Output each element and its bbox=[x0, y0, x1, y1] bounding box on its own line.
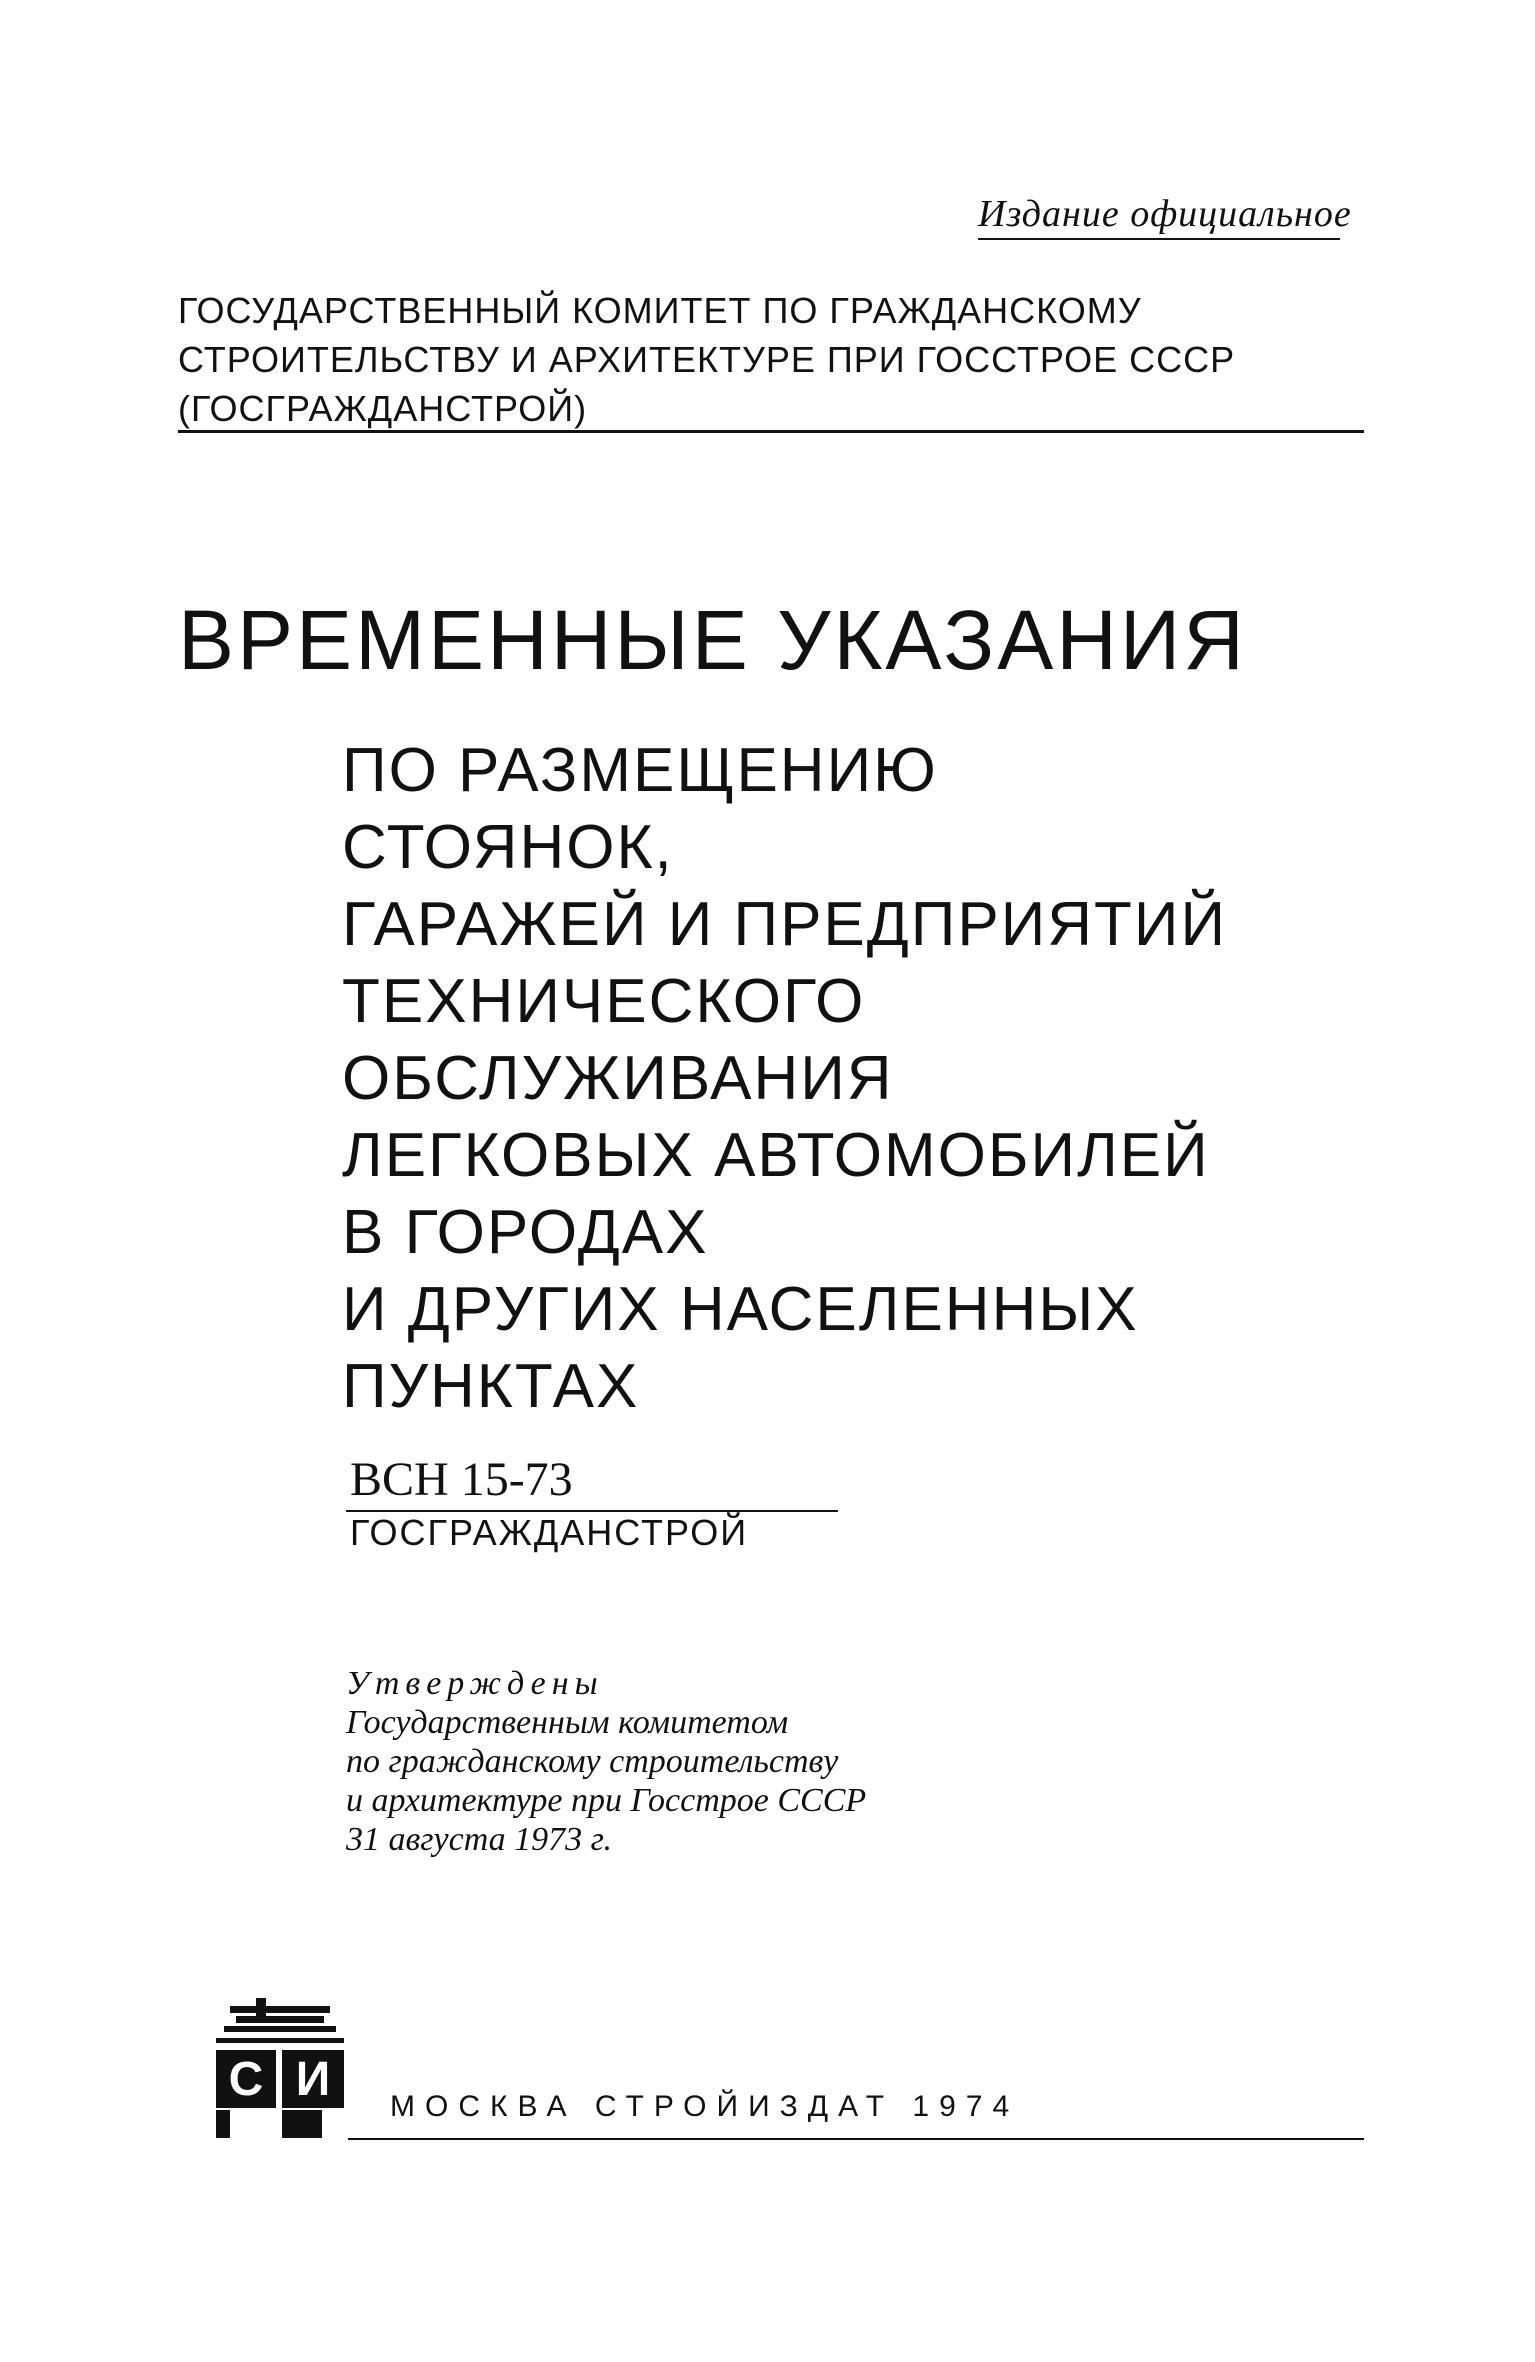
agency-block bbox=[178, 286, 1235, 433]
edition-underline bbox=[978, 238, 1340, 240]
subtitle-line: ЛЕГКОВЫХ АВТОМОБИЛЕЙ bbox=[342, 1121, 1210, 1190]
subtitle-line: В ГОРОДАХ bbox=[342, 1198, 709, 1267]
logo-letter: С bbox=[228, 2053, 264, 2106]
main-title: ВРЕМЕННЫЕ УКАЗАНИЯ bbox=[178, 593, 1247, 687]
subtitle-line: ОБСЛУЖИВАНИЯ bbox=[342, 1044, 894, 1113]
subtitle-line: ПУНКТАХ bbox=[342, 1352, 640, 1421]
approval-line: Утверждены bbox=[346, 1665, 604, 1702]
subtitle-line: ПО РАЗМЕЩЕНИЮ bbox=[342, 736, 938, 805]
subtitle-line: ГАРАЖЕЙ И ПРЕДПРИЯТИЙ bbox=[342, 890, 1228, 959]
approval-block bbox=[346, 1664, 866, 1859]
logo-letter: И bbox=[295, 2053, 331, 2106]
publisher-imprint: МОСКВА СТРОЙИЗДАТ 1974 bbox=[390, 2090, 1020, 2123]
agency-divider bbox=[178, 430, 1364, 433]
approval-line: и архитектуре при Госстрое СССР bbox=[346, 1782, 867, 1819]
issuing-organization: ГОСГРАЖДАНСТРОЙ bbox=[350, 1512, 749, 1553]
subtitle-line: И ДРУГИХ НАСЕЛЕННЫХ bbox=[342, 1275, 1139, 1344]
subtitle-line: СТОЯНОК, bbox=[342, 813, 674, 882]
publisher-divider bbox=[348, 2138, 1364, 2140]
agency-line: (ГОСГРАЖДАНСТРОЙ) bbox=[178, 388, 588, 429]
document-code: ВСН 15-73 bbox=[350, 1453, 573, 1506]
approval-line: по гражданскому строительству bbox=[346, 1743, 839, 1780]
edition-label: Издание официальное bbox=[978, 193, 1352, 235]
agency-line: ГОСУДАРСТВЕННЫЙ КОМИТЕТ ПО ГРАЖДАНСКОМУ bbox=[178, 290, 1142, 331]
approval-line: 31 августа 1973 г. bbox=[346, 1821, 612, 1858]
publisher-logo-icon bbox=[216, 1998, 344, 2138]
subtitle-line: ТЕХНИЧЕСКОГО bbox=[342, 967, 866, 1036]
agency-line: СТРОИТЕЛЬСТВУ И АРХИТЕКТУРЕ ПРИ ГОССТРОЕ СССР bbox=[178, 339, 1236, 380]
subtitle-block bbox=[342, 732, 1227, 1425]
approval-line: Государственным комитетом bbox=[346, 1704, 789, 1741]
